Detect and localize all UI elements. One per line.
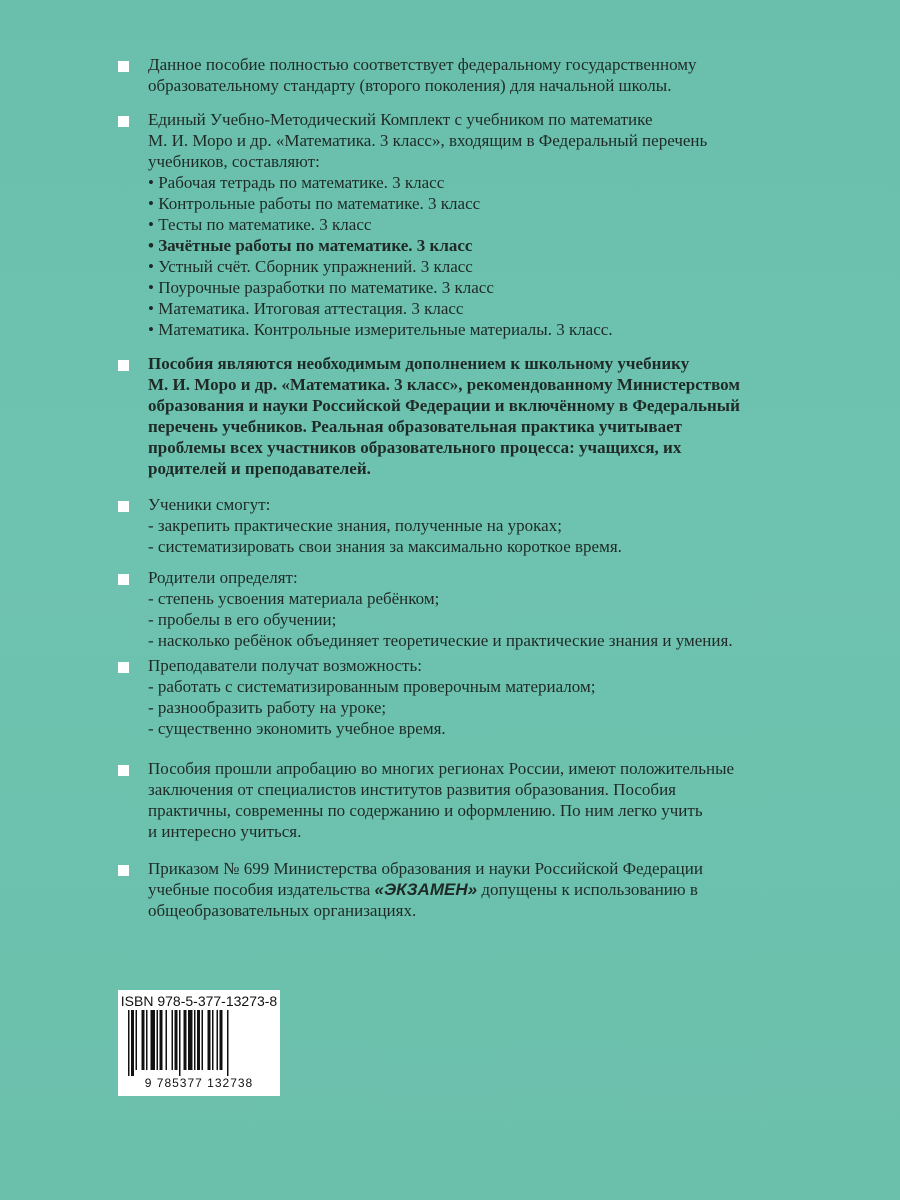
list-item: • Тесты по математике. 3 класс xyxy=(148,215,372,234)
paragraph-line: проблемы всех участников образовательного процесса: учащихся, их xyxy=(148,438,682,457)
isbn-digits: 9 785377 132738 xyxy=(144,1076,254,1090)
square-bullet-icon xyxy=(118,61,129,72)
list-item: - пробелы в его обучении; xyxy=(148,610,337,629)
list-item: - работать с систематизированным проверочным материалом; xyxy=(148,677,596,696)
info-block-approbation xyxy=(118,758,848,842)
list-item: • Математика. Контрольные измерительные материалы. 3 класс. xyxy=(148,320,613,339)
paragraph-line: родителей и преподавателей. xyxy=(148,459,371,478)
paragraph-line: общеобразовательных организациях. xyxy=(148,901,417,920)
list-item: • Устный счёт. Сборник упражнений. 3 класс xyxy=(148,257,473,276)
paragraph-line: Приказом № 699 Министерства образования и науки Российской Федерации xyxy=(148,859,703,878)
paragraph-line: Пособия прошли апробацию во многих регионах России, имеют положительные xyxy=(148,759,735,778)
paragraph-line: Данное пособие полностью соответствует федеральному государственному xyxy=(148,55,697,74)
paragraph-line: Ученики смогут: xyxy=(148,495,271,514)
paragraph-line: учебников, составляют: xyxy=(148,152,320,171)
info-block-teachers xyxy=(118,655,848,739)
paragraph-line: практичны, современны по содержанию и оформлению. По ним легко учить xyxy=(148,801,703,820)
paragraph-line: и интересно учиться. xyxy=(148,822,302,841)
list-item: - разнообразить работу на уроке; xyxy=(148,698,387,717)
paragraph-line: Единый Учебно-Методический Комплект с учебником по математике xyxy=(148,110,653,129)
paragraph-line: Родители определят: xyxy=(148,568,298,587)
paragraph-line: учебные пособия издательства «ЭКЗАМЕН» допущены к использованию в xyxy=(148,880,698,899)
list-item: - насколько ребёнок объединяет теоретические и практические знания и умения. xyxy=(148,631,733,650)
list-item: • Поурочные разработки по математике. 3 класс xyxy=(148,278,494,297)
paragraph-line: Преподаватели получат возможность: xyxy=(148,656,422,675)
square-bullet-icon xyxy=(118,501,129,512)
list-item: • Математика. Итоговая аттестация. 3 класс xyxy=(148,299,464,318)
list-item: - существенно экономить учебное время. xyxy=(148,719,446,738)
list-item: - закрепить практические знания, полученные на уроках; xyxy=(148,516,562,535)
square-bullet-icon xyxy=(118,662,129,673)
paragraph-line: образовательному стандарту (второго поколения) для начальной школы. xyxy=(148,76,672,95)
isbn-label: ISBN 978-5-377-13273-8 xyxy=(120,993,278,1009)
paragraph-line: М. И. Моро и др. «Математика. 3 класс», рекомендованному Министерством xyxy=(148,375,740,394)
square-bullet-icon xyxy=(118,116,129,127)
barcode-icon xyxy=(126,1010,272,1076)
info-block-purpose xyxy=(118,353,848,479)
info-block-complex xyxy=(118,109,848,340)
isbn-barcode xyxy=(118,990,280,1096)
square-bullet-icon xyxy=(118,360,129,371)
paragraph-line: перечень учебников. Реальная образовательная практика учитывает xyxy=(148,417,682,436)
list-item: - систематизировать свои знания за максимально короткое время. xyxy=(148,537,622,556)
info-block-students xyxy=(118,494,848,557)
square-bullet-icon xyxy=(118,574,129,585)
list-item: • Рабочая тетрадь по математике. 3 класс xyxy=(148,173,445,192)
info-block-standard xyxy=(118,54,848,96)
square-bullet-icon xyxy=(118,765,129,776)
square-bullet-icon xyxy=(118,865,129,876)
publisher-name: «ЭКЗАМЕН» xyxy=(374,880,478,899)
list-item-highlighted: • Зачётные работы по математике. 3 класс xyxy=(148,236,473,255)
paragraph-line: заключения от специалистов институтов развития образования. Пособия xyxy=(148,780,676,799)
paragraph-line: М. И. Моро и др. «Математика. 3 класс», входящим в Федеральный перечень xyxy=(148,131,708,150)
info-block-parents xyxy=(118,567,848,651)
list-item: • Контрольные работы по математике. 3 класс xyxy=(148,194,481,213)
paragraph-line: образования и науки Российской Федерации и включённому в Федеральный xyxy=(148,396,740,415)
info-block-order xyxy=(118,858,848,921)
list-item: - степень усвоения материала ребёнком; xyxy=(148,589,440,608)
paragraph-line: Пособия являются необходимым дополнением к школьному учебнику xyxy=(148,354,690,373)
